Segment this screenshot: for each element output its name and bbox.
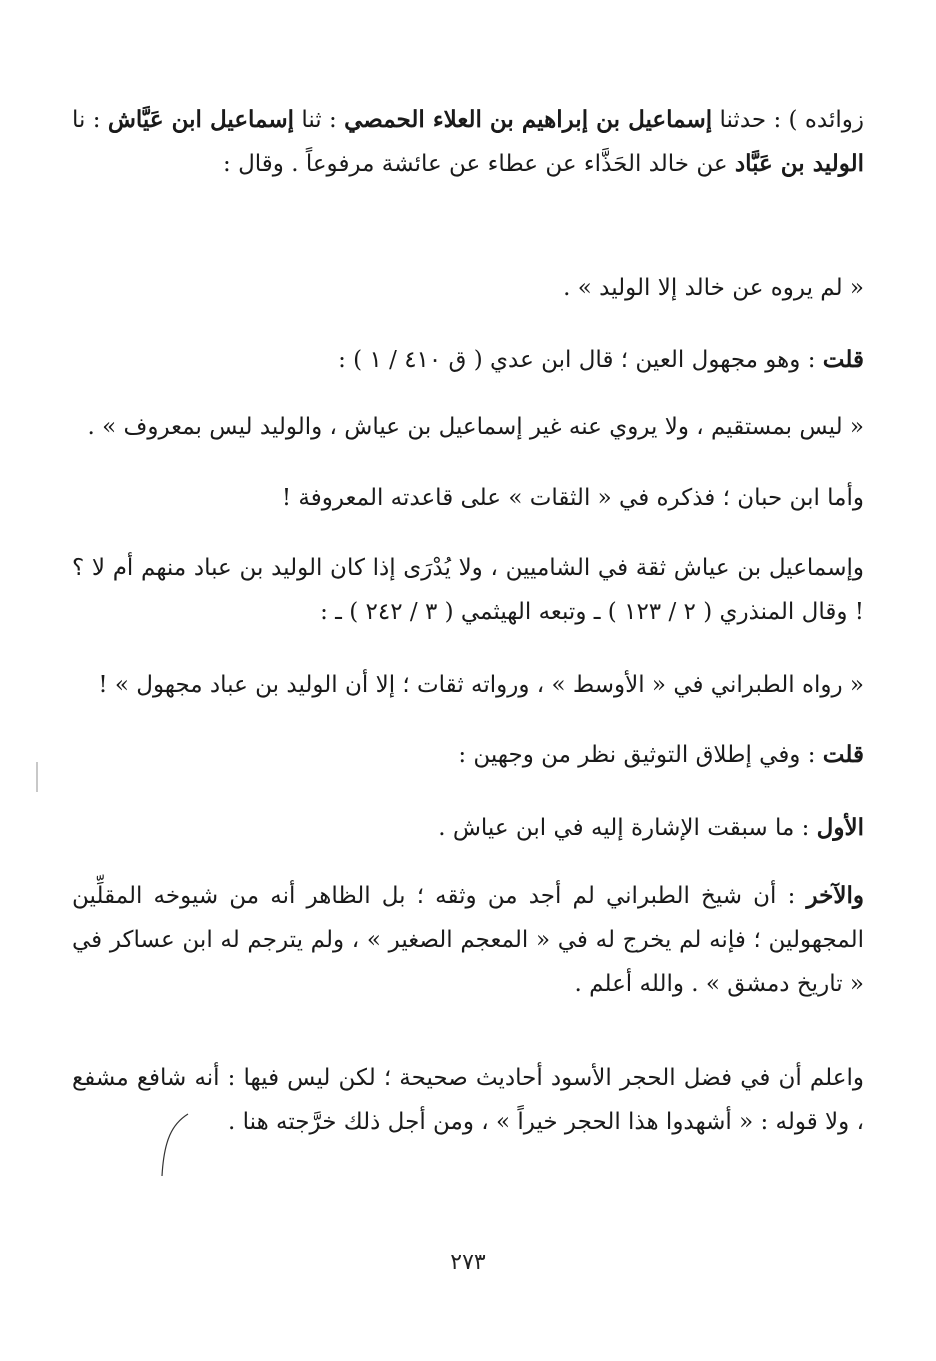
paragraph-first-aspect — [72, 806, 864, 850]
paragraph-ismail-shamiyyin: وإسماعيل بن عياش ثقة في الشاميين ، ولا يُدْرَى إذا كان الوليد بن عباد منهم أم لا ؟ ! وقال المنذري ( ٢ / ١٢٣ ) ـ وتبعه الهيثمي ( ٣ / ٢٤٢ ) ـ : — [72, 555, 864, 625]
margin-scan-mark — [36, 762, 38, 792]
qultu-label-2: قلت — [822, 741, 864, 768]
paragraph-two-aspects — [72, 733, 864, 777]
first-aspect-text: : ما سبقت الإشارة إليه في ابن عياش . — [438, 815, 817, 841]
first-label: الأول — [816, 814, 864, 841]
chain-tail: عن خالد الحَذَّاء عن عطاء عن عائشة مرفوعاً . وقال : — [223, 151, 735, 177]
chain-lead: زوائده ) : حدثنا — [712, 107, 864, 133]
paragraph-second-aspect — [72, 874, 864, 1006]
narrator-ismail-ibn-ayyash: إسماعيل ابن عَيَّاش — [107, 106, 295, 133]
paragraph-two-aspects-text: : وفي إطلاق التوثيق نظر من وجهين : — [458, 742, 823, 768]
paragraph-ibn-hibban: وأما ابن حبان ؛ فذكره في « الثقات » على قاعدته المعروفة ! — [281, 485, 864, 511]
page-number: ٢٧٣ — [450, 1250, 486, 1275]
quote-ibn-adi: « ليس بمستقيم ، ولا يروي عنه غير إسماعيل بن عياش ، والوليد ليس بمعروف » . — [87, 414, 864, 440]
narrator-walid-ibn-abbad: الوليد بن عَبَّاد — [734, 150, 864, 177]
second-label: والآخر — [806, 882, 864, 909]
chain-connector-1: : ثنا — [294, 107, 345, 133]
qultu-label: قلت — [822, 346, 864, 373]
pen-annotation-stroke — [150, 1110, 210, 1180]
chain-connector-2: : نا — [72, 107, 108, 133]
paragraph-black-stone: واعلم أن في فضل الحجر الأسود أحاديث صحيحة ؛ لكن ليس فيها : أنه شافع مشفع ، ولا قوله : « أشهدوا هذا الحجر خيراً » ، ومن أجل ذلك خرَّجته هنا . — [72, 1065, 864, 1135]
paragraph-ibn-adi-text: : وهو مجهول العين ؛ قال ابن عدي ( ق ٤١٠ / ١ ) : — [338, 347, 823, 373]
quote-tabarani-unique: « لم يروه عن خالد إلا الوليد » . — [563, 275, 864, 301]
narrator-ismail-ibn-ibrahim: إسماعيل بن إبراهيم بن العلاء الحمصي — [344, 106, 713, 133]
paragraph-ibn-adi — [72, 338, 864, 382]
second-aspect-text: : أن شيخ الطبراني لم أجد من وثقه ؛ بل الظاهر أنه من شيوخه المقلِّين المجهولين ؛ فإنه لم يخرج له في « المعجم الصغير » ، ولم يترجم له ابن عساكر في « تاريخ دمشق » . والله أعلم . — [72, 883, 864, 997]
paragraph-hadith-chain — [72, 98, 864, 186]
quote-tabarani-awsat: « رواه الطبراني في « الأوسط » ، ورواته ثقات ؛ إلا أن الوليد بن عباد مجهول » ! — [98, 672, 864, 698]
